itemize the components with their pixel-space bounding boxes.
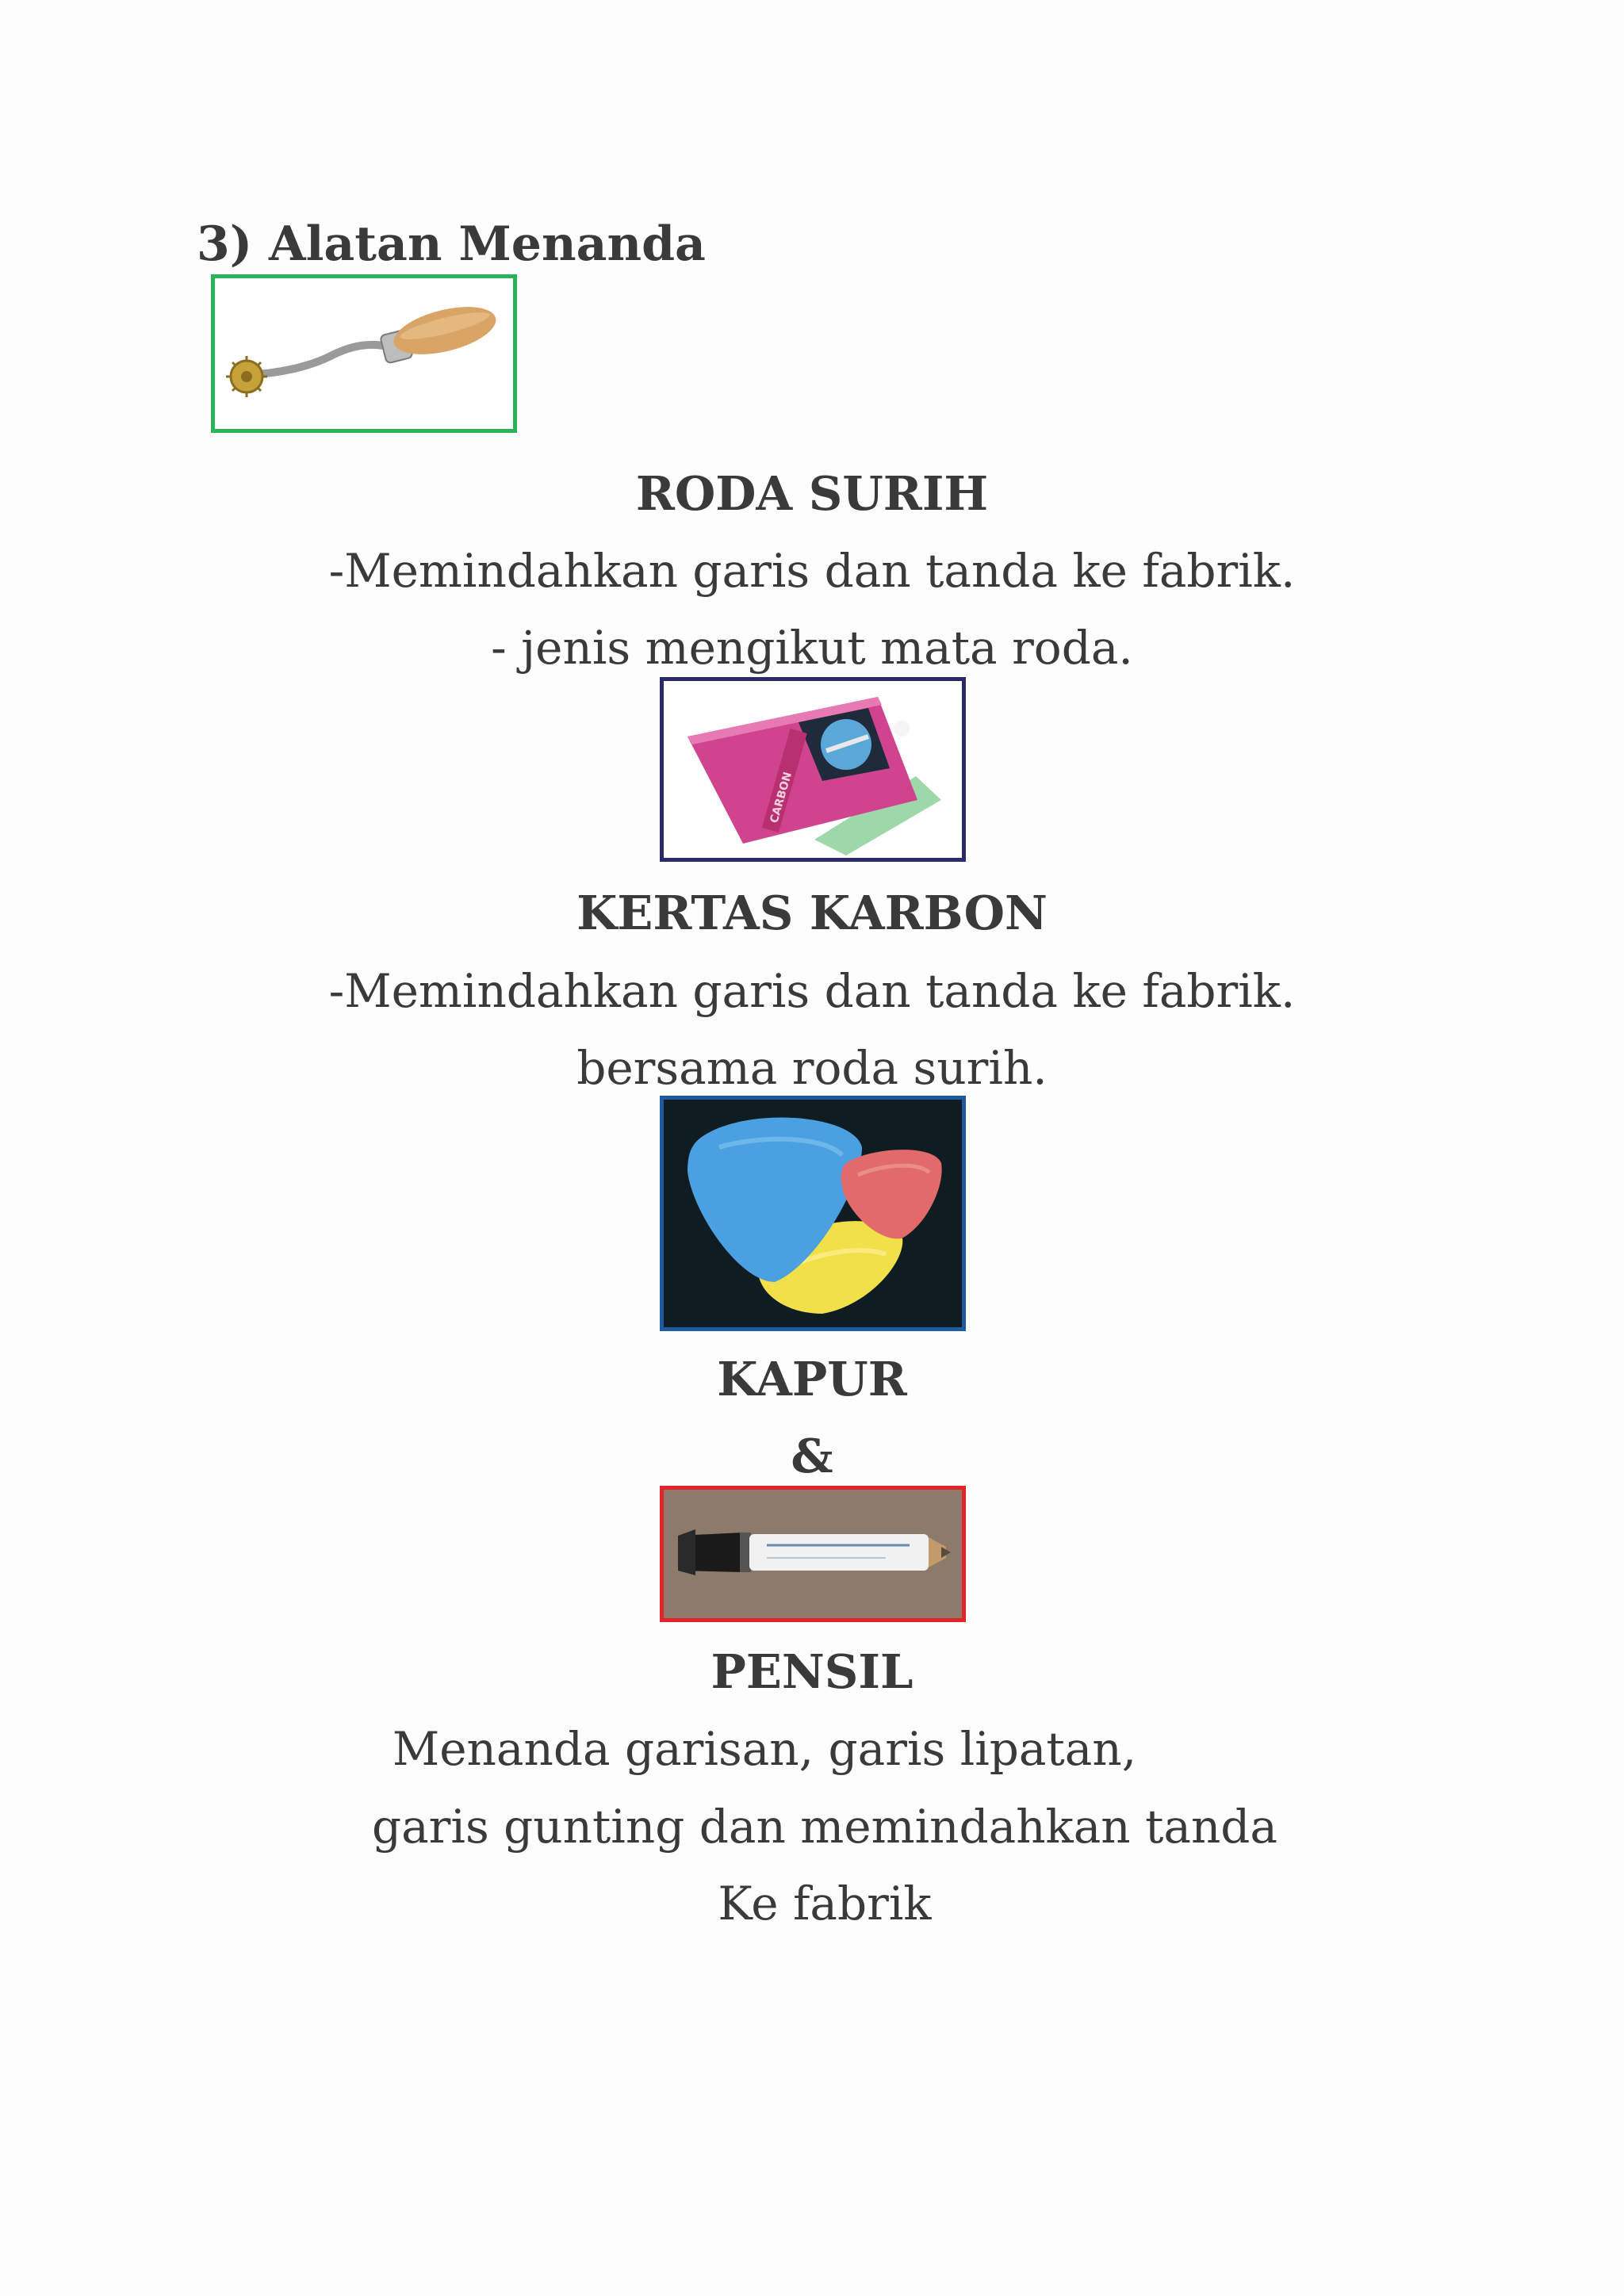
item-joiner-ampersand: & xyxy=(791,1429,833,1483)
item-description-line: Menanda garisan, garis lipatan, xyxy=(392,1722,1137,1776)
item-description-line: bersama roda surih. xyxy=(576,1041,1048,1095)
svg-text:CARBON: CARBON xyxy=(768,771,795,825)
item-description-line: - jenis mengikut mata roda. xyxy=(491,621,1133,675)
tracing-wheel-image xyxy=(211,274,517,433)
tracing-wheel-illustration xyxy=(215,278,513,429)
item-title-roda-surih: RODA SURIH xyxy=(635,466,989,521)
item-description-line: garis gunting dan memindahkan tanda xyxy=(371,1800,1278,1854)
carbon-paper-image xyxy=(660,677,966,862)
item-title-pensil: PENSIL xyxy=(710,1644,914,1699)
item-description-line: -Memindahkan garis dan tanda ke fabrik. xyxy=(328,964,1296,1018)
marking-pencil-image xyxy=(660,1486,966,1622)
item-description-line: -Memindahkan garis dan tanda ke fabrik. xyxy=(328,544,1296,598)
item-title-kapur: KAPUR xyxy=(717,1352,907,1406)
item-title-kertas-karbon: KERTAS KARBON xyxy=(576,886,1048,940)
tailor-chalk-illustration xyxy=(664,1100,962,1327)
marking-pencil-illustration xyxy=(664,1490,962,1618)
tailor-chalk-image xyxy=(660,1096,966,1331)
item-description-line: Ke fabrik xyxy=(718,1877,932,1931)
carbon-paper-illustration xyxy=(664,681,962,858)
section-heading: 3) Alatan Menanda xyxy=(197,216,706,272)
